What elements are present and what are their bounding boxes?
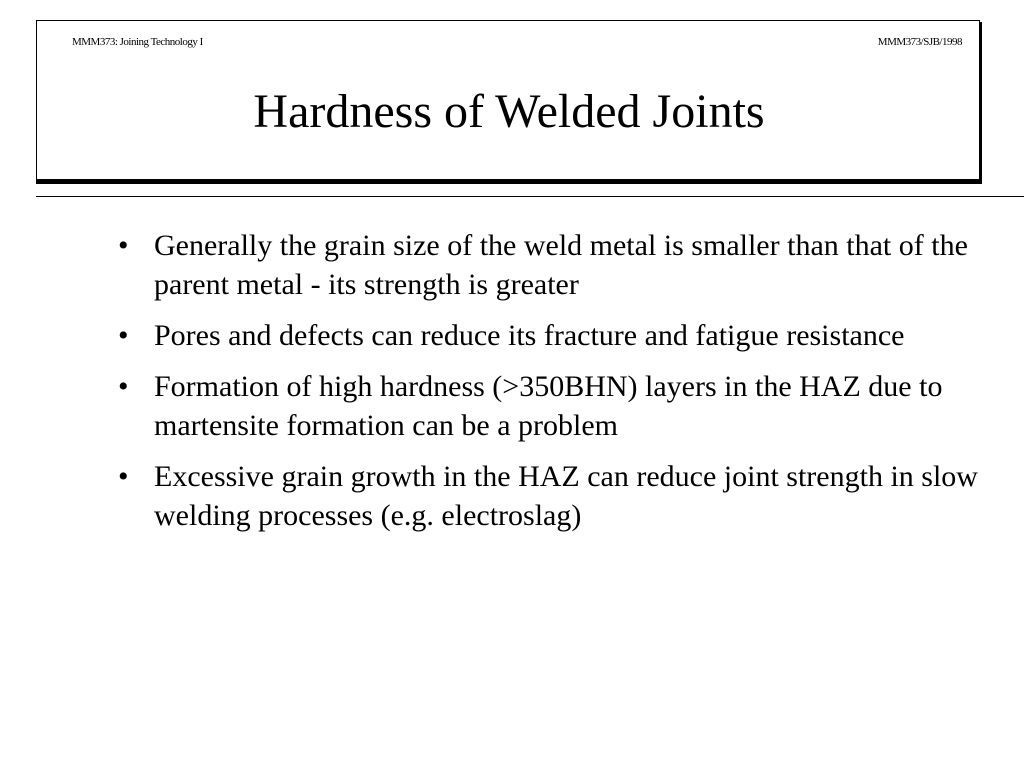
slide-title: Hardness of Welded Joints	[253, 85, 765, 138]
divider-line	[36, 196, 1024, 197]
bullet-item	[118, 316, 998, 355]
bullet-text: Formation of high hardness (>350BHN) layers in the HAZ due to martensite formation can be a problem	[154, 370, 943, 442]
bullet-item	[118, 367, 998, 445]
bullet-text: Excessive grain growth in the HAZ can reduce joint strength in slow welding processes (e.g. electroslag)	[154, 460, 978, 532]
bullet-text: Generally the grain size of the weld metal is smaller than that of the parent metal - its strength is greater	[154, 229, 968, 301]
bullet-icon: •	[118, 370, 129, 403]
header-shadow	[36, 180, 982, 184]
document-reference: MMM373/SJB/1998	[877, 36, 962, 48]
course-code: MMM373: Joining Technology I	[72, 36, 203, 48]
bullet-text: Pores and defects can reduce its fracture and fatigue resistance	[154, 319, 905, 352]
bullet-icon: •	[118, 229, 129, 262]
bullet-icon: •	[118, 460, 129, 493]
bullet-list	[118, 226, 998, 547]
bullet-item	[118, 226, 998, 304]
bullet-icon: •	[118, 319, 129, 352]
bullet-item	[118, 457, 998, 535]
